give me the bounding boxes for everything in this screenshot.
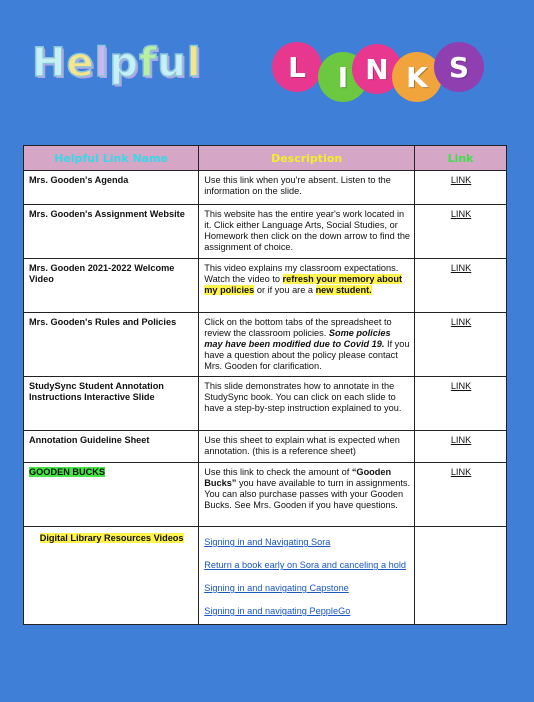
resource-link-sora-return[interactable]: Return a book early on Sora and canceling a hold bbox=[204, 560, 406, 570]
row-description bbox=[199, 463, 415, 527]
row-link[interactable]: LINK bbox=[415, 463, 507, 527]
row-description: This slide demonstrates how to annotate in the StudySync book. You can click on each slide to have a step-by-step instruction explained to you. bbox=[199, 377, 415, 431]
resource-link-sora[interactable]: Signing in and Navigating Sora bbox=[204, 537, 331, 547]
banner-bubble-s: S bbox=[434, 42, 484, 92]
desc-text: If you have a question about the policy please contact Mrs. Gooden for clarification. bbox=[204, 339, 410, 371]
row-name: Mrs. Gooden's Agenda bbox=[24, 171, 199, 205]
table-header-row bbox=[24, 146, 507, 171]
desc-emphasis: Some policies may have been modified due to Covid 19. bbox=[204, 328, 391, 349]
banner-bubble-l: L bbox=[272, 42, 322, 92]
banner-title-helpful bbox=[32, 40, 202, 86]
desc-text: Click on the bottom tabs of the spreadsheet to review the classroom policies. bbox=[204, 317, 392, 338]
row-name: Mrs. Gooden's Assignment Website bbox=[24, 205, 199, 259]
desc-highlight: refresh your memory about my policies bbox=[204, 274, 403, 295]
digital-library-label: Digital Library Resources Videos bbox=[39, 533, 184, 543]
gooden-bucks-label: GOODEN BUCKS bbox=[29, 467, 106, 477]
table-row bbox=[24, 527, 507, 625]
row-description bbox=[199, 259, 415, 313]
banner-bubble-i: I bbox=[318, 52, 368, 102]
banner-bubble-k: K bbox=[392, 52, 442, 102]
header-description: Description bbox=[199, 146, 415, 171]
banner-letter: H bbox=[32, 40, 67, 86]
banner-letter: p bbox=[109, 40, 139, 86]
row-link[interactable]: LINK bbox=[415, 259, 507, 313]
banner-letter: l bbox=[94, 40, 110, 86]
row-description bbox=[199, 313, 415, 377]
resource-link-capstone[interactable]: Signing in and navigating Capstone bbox=[204, 583, 349, 593]
table-row bbox=[24, 313, 507, 377]
row-name bbox=[24, 527, 199, 625]
table-row bbox=[24, 171, 507, 205]
banner-letter: e bbox=[66, 40, 95, 86]
row-description: Use this link when you're absent. Listen to the information on the slide. bbox=[199, 171, 415, 205]
banner-letter: f bbox=[138, 40, 158, 86]
table-row bbox=[24, 377, 507, 431]
row-link[interactable]: LINK bbox=[415, 377, 507, 431]
row-link[interactable]: LINK bbox=[415, 205, 507, 259]
banner-letter: u bbox=[157, 40, 187, 86]
row-name: Annotation Guideline Sheet bbox=[24, 431, 199, 463]
desc-highlight: new student. bbox=[315, 285, 372, 295]
resource-link-pepplego[interactable]: Signing in and navigating PeppleGo bbox=[204, 606, 351, 616]
row-description: This website has the entire year's work located in it. Click either Language Arts, Social Studies, or Homework then click on the down arrow to find the assignment of choice. bbox=[199, 205, 415, 259]
row-link[interactable]: LINK bbox=[415, 313, 507, 377]
table-row bbox=[24, 463, 507, 527]
banner-letter: l bbox=[186, 40, 202, 86]
row-name: Mrs. Gooden's Rules and Policies bbox=[24, 313, 199, 377]
table-row bbox=[24, 205, 507, 259]
row-link[interactable]: LINK bbox=[415, 431, 507, 463]
table-row bbox=[24, 259, 507, 313]
desc-text: This video explains my classroom expectations. Watch the video to bbox=[204, 263, 399, 284]
empty-link-cell bbox=[415, 527, 507, 625]
title-banner bbox=[0, 0, 534, 140]
row-name: Mrs. Gooden 2021-2022 Welcome Video bbox=[24, 259, 199, 313]
desc-text: you have available to turn in assignments. You can also purchase passes with your Gooden Bucks. See Mrs. Gooden if you have questions. bbox=[204, 478, 411, 510]
row-name: StudySync Student Annotation Instructions Interactive Slide bbox=[24, 377, 199, 431]
row-name bbox=[24, 463, 199, 527]
helpful-links-table bbox=[23, 145, 507, 625]
header-link: Link bbox=[415, 146, 507, 171]
header-link-name: Helpful Link Name bbox=[24, 146, 199, 171]
table-row bbox=[24, 431, 507, 463]
row-description: Use this sheet to explain what is expected when annotation. (this is a reference sheet) bbox=[199, 431, 415, 463]
desc-text: or if you are a bbox=[254, 285, 316, 295]
row-link[interactable]: LINK bbox=[415, 171, 507, 205]
desc-bold: “Gooden Bucks” bbox=[204, 467, 392, 488]
desc-text: Use this link to check the amount of bbox=[204, 467, 352, 477]
banner-bubble-n: N bbox=[352, 44, 402, 94]
resource-links bbox=[199, 527, 415, 625]
